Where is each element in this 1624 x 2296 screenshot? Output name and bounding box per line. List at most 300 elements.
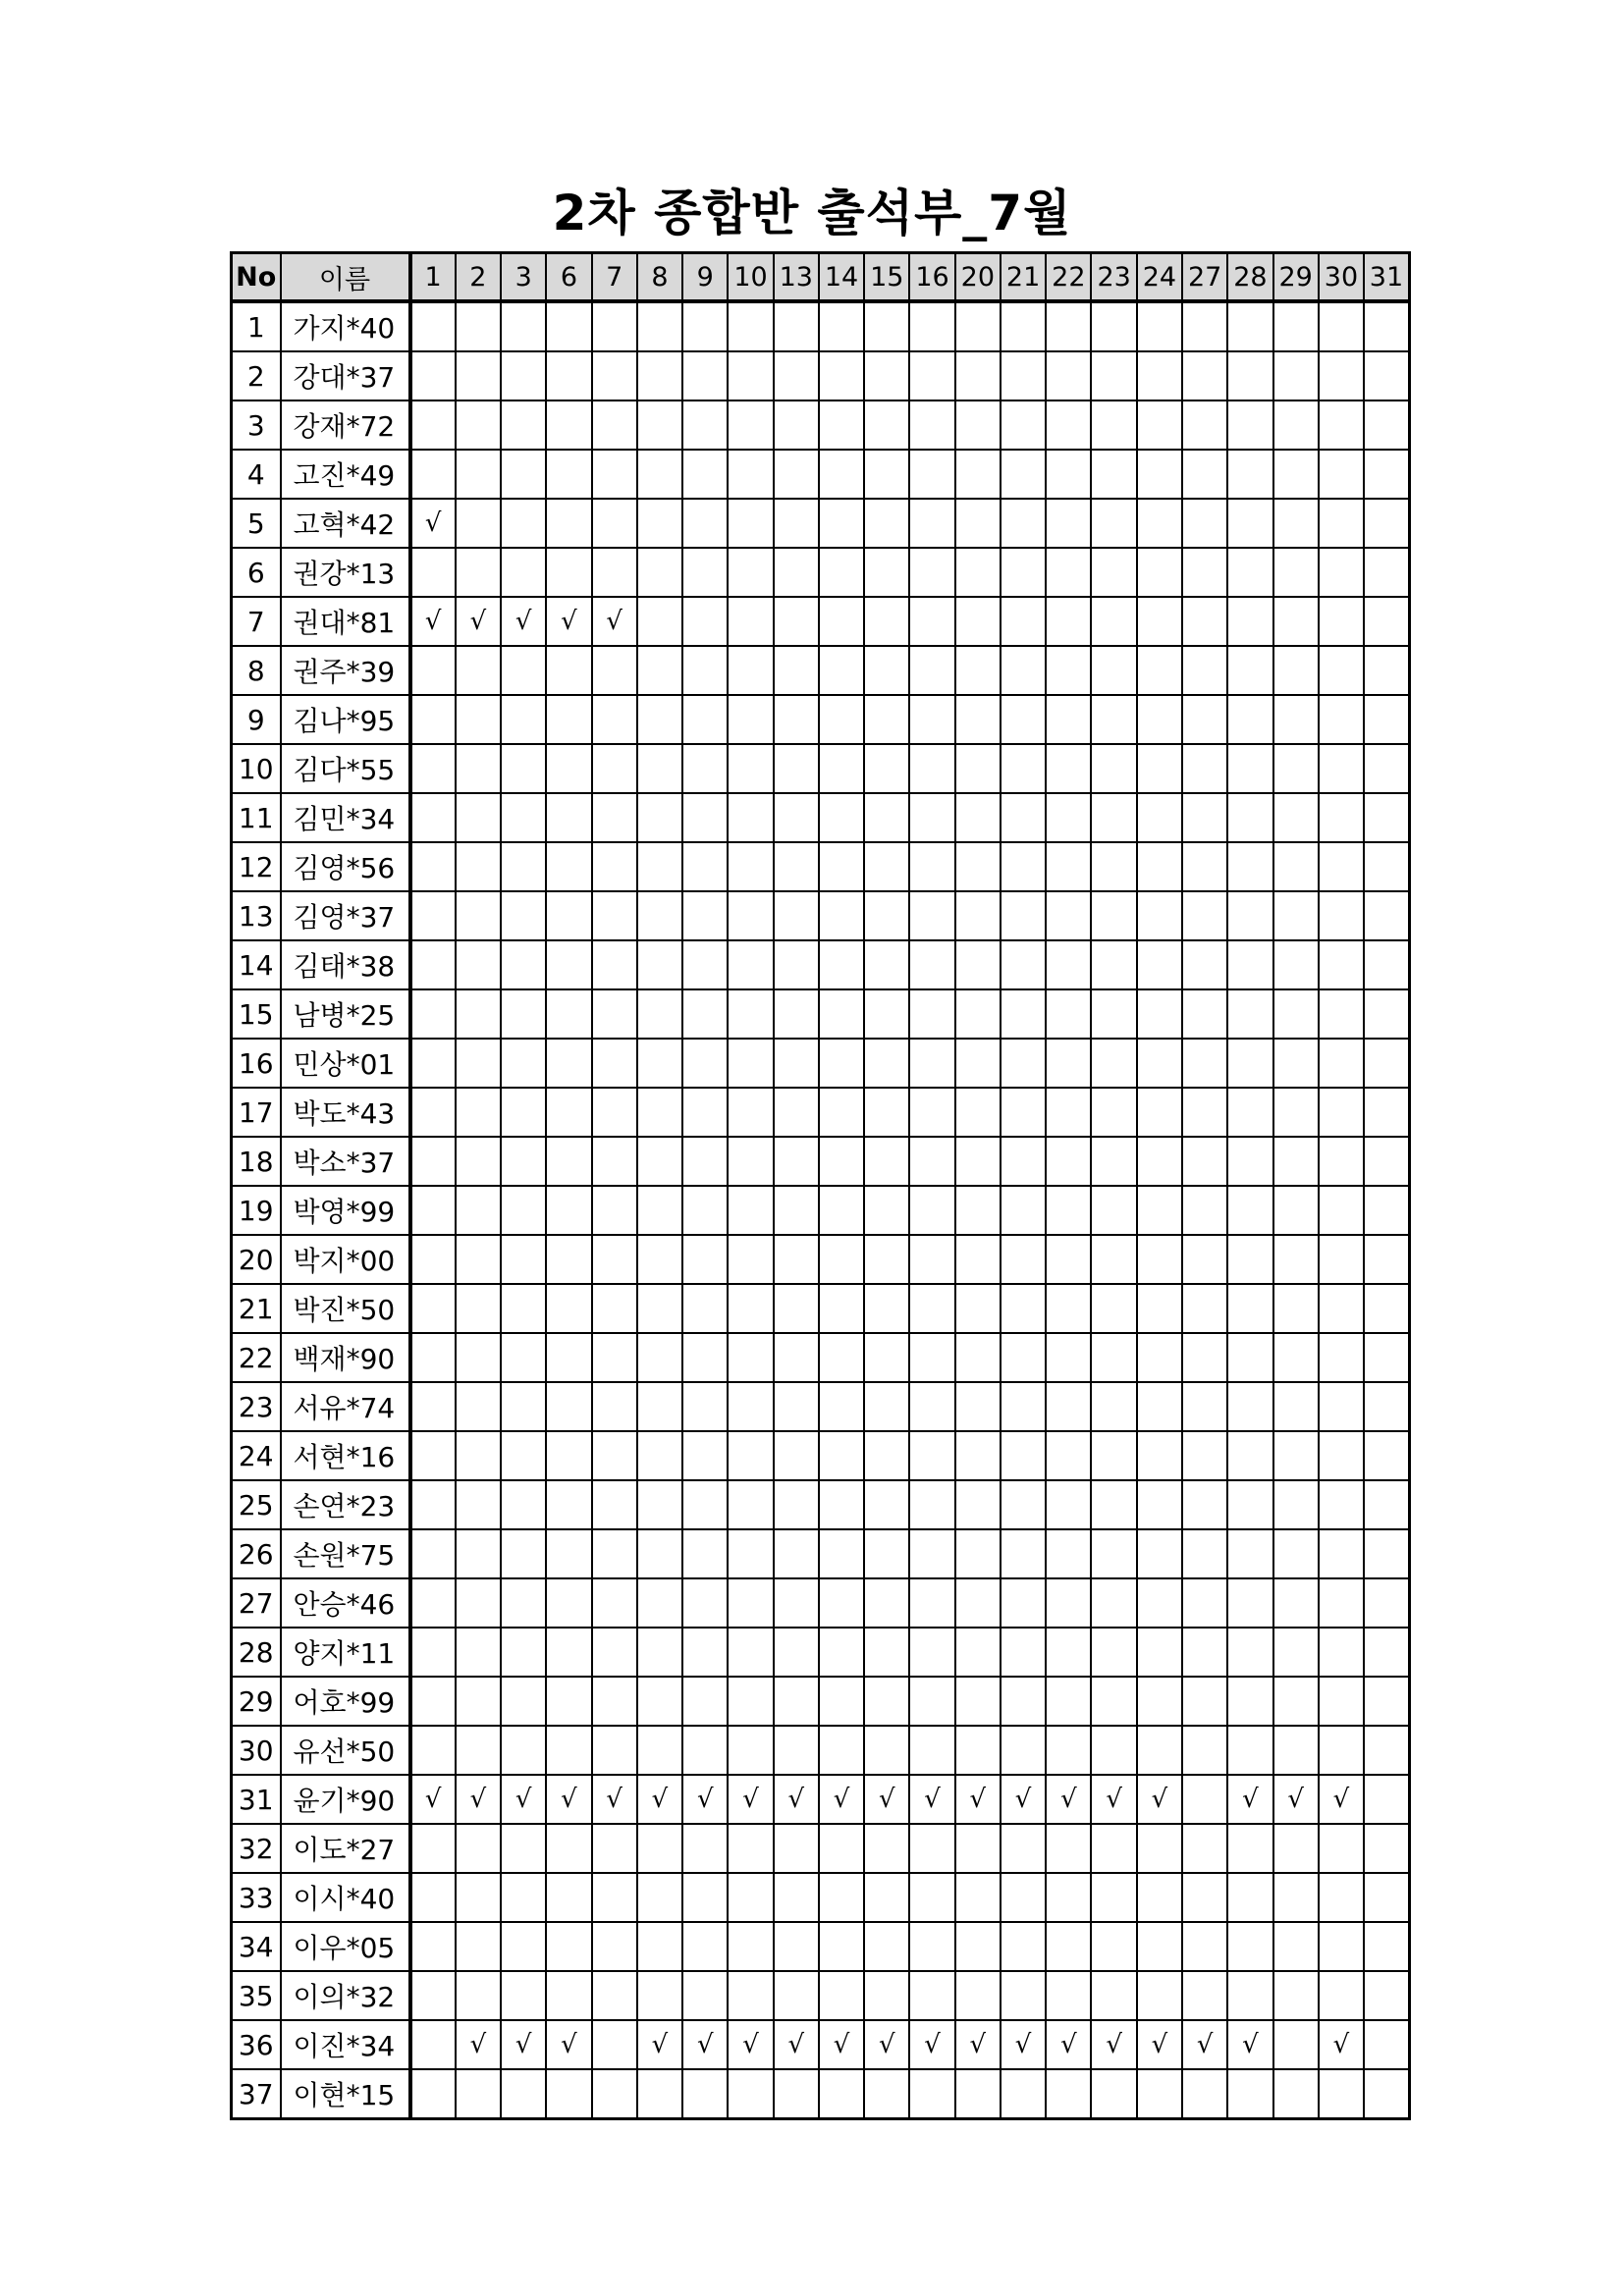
attendance-cell — [909, 1824, 954, 1873]
table-row — [232, 1775, 1410, 1824]
attendance-cell — [1319, 1284, 1364, 1333]
attendance-cell — [410, 548, 456, 597]
attendance-cell — [1273, 2020, 1319, 2069]
row-number: 17 — [232, 1088, 281, 1137]
attendance-cell — [1364, 1775, 1409, 1824]
attendance-cell — [1227, 695, 1272, 744]
student-name: 강대*37 — [281, 351, 410, 400]
attendance-cell — [546, 891, 591, 940]
attendance-cell — [909, 1382, 954, 1431]
attendance-check: √ — [637, 2020, 682, 2069]
attendance-cell — [1364, 695, 1409, 744]
attendance-cell — [955, 793, 1001, 842]
table-row — [232, 1431, 1410, 1480]
attendance-cell — [1091, 891, 1136, 940]
attendance-cell — [909, 548, 954, 597]
attendance-cell — [456, 1186, 501, 1235]
student-name: 김태*38 — [281, 940, 410, 989]
attendance-cell — [774, 1578, 819, 1628]
attendance-cell — [955, 1480, 1001, 1529]
attendance-cell — [1273, 1726, 1319, 1775]
attendance-cell — [1091, 548, 1136, 597]
attendance-cell — [1137, 499, 1182, 548]
attendance-cell — [682, 1235, 728, 1284]
attendance-cell — [637, 744, 682, 793]
attendance-cell — [864, 1235, 909, 1284]
attendance-cell — [909, 1529, 954, 1578]
attendance-cell — [637, 2069, 682, 2119]
attendance-cell — [909, 744, 954, 793]
attendance-cell — [728, 842, 773, 891]
attendance-cell — [819, 1971, 864, 2020]
attendance-check: √ — [410, 597, 456, 646]
attendance-cell — [592, 1137, 637, 1186]
attendance-cell — [682, 1971, 728, 2020]
row-number: 18 — [232, 1137, 281, 1186]
attendance-cell — [1046, 1235, 1091, 1284]
attendance-check: √ — [909, 1775, 954, 1824]
student-name: 손원*75 — [281, 1529, 410, 1578]
attendance-cell — [592, 450, 637, 499]
attendance-cell — [955, 1873, 1001, 1922]
attendance-check: √ — [1182, 2020, 1227, 2069]
attendance-cell — [1137, 1088, 1182, 1137]
attendance-cell — [592, 1284, 637, 1333]
attendance-cell — [1137, 1578, 1182, 1628]
attendance-cell — [456, 1578, 501, 1628]
attendance-cell — [682, 1578, 728, 1628]
student-name: 어호*99 — [281, 1677, 410, 1726]
attendance-cell — [819, 646, 864, 695]
attendance-cell — [864, 1284, 909, 1333]
header-day: 16 — [909, 253, 954, 302]
attendance-cell — [1273, 1431, 1319, 1480]
attendance-cell — [864, 1333, 909, 1382]
row-number: 5 — [232, 499, 281, 548]
attendance-cell — [774, 891, 819, 940]
attendance-cell — [501, 351, 546, 400]
header-day: 29 — [1273, 253, 1319, 302]
attendance-cell — [909, 1333, 954, 1382]
attendance-cell — [456, 499, 501, 548]
attendance-cell — [1319, 891, 1364, 940]
attendance-cell — [1001, 1726, 1046, 1775]
attendance-cell — [909, 351, 954, 400]
attendance-cell — [592, 989, 637, 1039]
attendance-cell — [955, 1971, 1001, 2020]
attendance-cell — [819, 2069, 864, 2119]
header-day: 22 — [1046, 253, 1091, 302]
attendance-cell — [955, 1431, 1001, 1480]
header-day: 28 — [1227, 253, 1272, 302]
attendance-cell — [592, 1333, 637, 1382]
attendance-cell — [456, 548, 501, 597]
attendance-cell — [1046, 1726, 1091, 1775]
attendance-cell — [1091, 1088, 1136, 1137]
attendance-cell — [864, 1726, 909, 1775]
attendance-cell — [1137, 1137, 1182, 1186]
attendance-cell — [456, 1922, 501, 1971]
attendance-cell — [592, 548, 637, 597]
attendance-cell — [1364, 940, 1409, 989]
attendance-cell — [546, 646, 591, 695]
attendance-cell — [592, 499, 637, 548]
attendance-cell — [546, 1578, 591, 1628]
attendance-cell — [909, 989, 954, 1039]
attendance-cell — [819, 695, 864, 744]
attendance-table-header — [232, 253, 1410, 302]
attendance-cell — [501, 1529, 546, 1578]
attendance-check: √ — [1273, 1775, 1319, 1824]
attendance-cell — [864, 940, 909, 989]
attendance-cell — [819, 1186, 864, 1235]
attendance-cell — [1227, 1628, 1272, 1677]
attendance-cell — [682, 1873, 728, 1922]
attendance-cell — [410, 1529, 456, 1578]
attendance-cell — [728, 1628, 773, 1677]
attendance-cell — [819, 793, 864, 842]
attendance-cell — [682, 695, 728, 744]
attendance-cell — [410, 450, 456, 499]
attendance-cell — [546, 548, 591, 597]
attendance-cell — [1364, 1137, 1409, 1186]
attendance-cell — [1182, 1824, 1227, 1873]
attendance-cell — [1091, 1873, 1136, 1922]
attendance-cell — [1137, 450, 1182, 499]
attendance-cell — [1227, 989, 1272, 1039]
attendance-cell — [1001, 301, 1046, 351]
table-row — [232, 1726, 1410, 1775]
attendance-cell — [456, 1677, 501, 1726]
attendance-cell — [1137, 2069, 1182, 2119]
table-row — [232, 2069, 1410, 2119]
attendance-cell — [1001, 1137, 1046, 1186]
attendance-check: √ — [682, 2020, 728, 2069]
attendance-cell — [1001, 1480, 1046, 1529]
attendance-check: √ — [728, 1775, 773, 1824]
attendance-cell — [1046, 1824, 1091, 1873]
attendance-cell — [1091, 450, 1136, 499]
attendance-cell — [1001, 989, 1046, 1039]
attendance-cell — [1273, 1235, 1319, 1284]
attendance-cell — [774, 842, 819, 891]
header-day: 13 — [774, 253, 819, 302]
attendance-cell — [410, 891, 456, 940]
attendance-cell — [1273, 2069, 1319, 2119]
attendance-cell — [1364, 744, 1409, 793]
attendance-cell — [864, 793, 909, 842]
attendance-cell — [546, 1137, 591, 1186]
header-day: 21 — [1001, 253, 1046, 302]
attendance-cell — [728, 1284, 773, 1333]
table-row — [232, 940, 1410, 989]
attendance-cell — [955, 1529, 1001, 1578]
attendance-cell — [819, 1235, 864, 1284]
attendance-cell — [774, 1235, 819, 1284]
attendance-cell — [1137, 1726, 1182, 1775]
attendance-cell — [637, 1284, 682, 1333]
attendance-cell — [909, 1480, 954, 1529]
attendance-cell — [774, 1628, 819, 1677]
attendance-cell — [410, 2069, 456, 2119]
attendance-cell — [819, 744, 864, 793]
attendance-cell — [909, 597, 954, 646]
attendance-cell — [774, 499, 819, 548]
attendance-cell — [1319, 499, 1364, 548]
attendance-cell — [1137, 646, 1182, 695]
attendance-cell — [1091, 1677, 1136, 1726]
attendance-cell — [1046, 1431, 1091, 1480]
attendance-check: √ — [501, 1775, 546, 1824]
attendance-cell — [1182, 842, 1227, 891]
attendance-cell — [864, 1382, 909, 1431]
attendance-cell — [592, 1677, 637, 1726]
attendance-check: √ — [682, 1775, 728, 1824]
attendance-check: √ — [955, 1775, 1001, 1824]
attendance-cell — [864, 301, 909, 351]
attendance-cell — [1364, 1333, 1409, 1382]
attendance-cell — [546, 1824, 591, 1873]
attendance-cell — [1091, 744, 1136, 793]
header-day: 23 — [1091, 253, 1136, 302]
attendance-cell — [864, 1480, 909, 1529]
attendance-cell — [456, 1382, 501, 1431]
attendance-cell — [682, 1677, 728, 1726]
attendance-cell — [682, 2069, 728, 2119]
attendance-cell — [864, 695, 909, 744]
attendance-cell — [1364, 1382, 1409, 1431]
attendance-check: √ — [546, 1775, 591, 1824]
attendance-cell — [955, 1922, 1001, 1971]
student-name: 이도*27 — [281, 1824, 410, 1873]
attendance-cell — [637, 1186, 682, 1235]
row-number: 28 — [232, 1628, 281, 1677]
attendance-cell — [1319, 940, 1364, 989]
attendance-cell — [1182, 646, 1227, 695]
header-day: 30 — [1319, 253, 1364, 302]
attendance-cell — [1364, 1186, 1409, 1235]
attendance-cell — [1319, 1431, 1364, 1480]
attendance-cell — [1001, 1382, 1046, 1431]
attendance-check: √ — [1001, 2020, 1046, 2069]
attendance-cell — [1091, 1578, 1136, 1628]
attendance-check: √ — [1137, 1775, 1182, 1824]
attendance-check: √ — [456, 1775, 501, 1824]
attendance-cell — [864, 1186, 909, 1235]
header-day: 8 — [637, 253, 682, 302]
row-number: 25 — [232, 1480, 281, 1529]
attendance-cell — [1182, 1333, 1227, 1382]
attendance-cell — [637, 1088, 682, 1137]
attendance-cell — [1319, 1578, 1364, 1628]
attendance-cell — [909, 1088, 954, 1137]
attendance-cell — [1319, 1235, 1364, 1284]
attendance-cell — [546, 940, 591, 989]
attendance-cell — [682, 499, 728, 548]
attendance-cell — [1091, 351, 1136, 400]
attendance-cell — [1137, 1628, 1182, 1677]
attendance-check: √ — [546, 597, 591, 646]
student-name: 백재*90 — [281, 1333, 410, 1382]
attendance-cell — [864, 989, 909, 1039]
student-name: 윤기*90 — [281, 1775, 410, 1824]
attendance-cell — [592, 1235, 637, 1284]
attendance-cell — [1182, 1529, 1227, 1578]
table-row — [232, 695, 1410, 744]
attendance-cell — [1001, 351, 1046, 400]
attendance-cell — [955, 646, 1001, 695]
attendance-cell — [1227, 1235, 1272, 1284]
attendance-cell — [410, 646, 456, 695]
attendance-cell — [1273, 646, 1319, 695]
attendance-cell — [1046, 744, 1091, 793]
table-row — [232, 891, 1410, 940]
student-name: 권주*39 — [281, 646, 410, 695]
attendance-cell — [955, 891, 1001, 940]
attendance-cell — [1001, 1088, 1046, 1137]
attendance-cell — [546, 1431, 591, 1480]
attendance-cell — [1227, 1137, 1272, 1186]
student-name: 양지*11 — [281, 1628, 410, 1677]
attendance-cell — [501, 1824, 546, 1873]
attendance-cell — [546, 1088, 591, 1137]
attendance-cell — [1046, 2069, 1091, 2119]
attendance-cell — [1227, 400, 1272, 450]
attendance-cell — [410, 989, 456, 1039]
student-name: 권강*13 — [281, 548, 410, 597]
attendance-cell — [1091, 1039, 1136, 1088]
attendance-cell — [1319, 548, 1364, 597]
student-name: 강재*72 — [281, 400, 410, 450]
attendance-cell — [774, 695, 819, 744]
student-name: 김나*95 — [281, 695, 410, 744]
attendance-cell — [1091, 301, 1136, 351]
attendance-cell — [774, 1137, 819, 1186]
attendance-cell — [682, 793, 728, 842]
attendance-cell — [1046, 891, 1091, 940]
header-day: 9 — [682, 253, 728, 302]
attendance-cell — [592, 2020, 637, 2069]
attendance-cell — [728, 1186, 773, 1235]
header-day: 3 — [501, 253, 546, 302]
attendance-cell — [410, 1873, 456, 1922]
attendance-cell — [410, 1186, 456, 1235]
attendance-cell — [1001, 1873, 1046, 1922]
attendance-cell — [774, 989, 819, 1039]
attendance-cell — [410, 1284, 456, 1333]
attendance-cell — [1364, 1677, 1409, 1726]
attendance-cell — [909, 1971, 954, 2020]
attendance-cell — [410, 400, 456, 450]
attendance-cell — [546, 1726, 591, 1775]
attendance-cell — [1364, 548, 1409, 597]
attendance-cell — [682, 891, 728, 940]
attendance-cell — [774, 1382, 819, 1431]
attendance-cell — [1137, 1235, 1182, 1284]
attendance-cell — [1182, 351, 1227, 400]
attendance-cell — [819, 1628, 864, 1677]
attendance-check: √ — [501, 597, 546, 646]
attendance-cell — [1364, 793, 1409, 842]
attendance-cell — [1273, 597, 1319, 646]
attendance-table-body — [232, 301, 1410, 2119]
table-row — [232, 1971, 1410, 2020]
table-row — [232, 450, 1410, 499]
attendance-cell — [864, 1137, 909, 1186]
attendance-cell — [1137, 301, 1182, 351]
attendance-cell — [1182, 744, 1227, 793]
attendance-cell — [728, 1333, 773, 1382]
attendance-cell — [1273, 1039, 1319, 1088]
attendance-cell — [637, 301, 682, 351]
attendance-cell — [456, 842, 501, 891]
attendance-cell — [864, 450, 909, 499]
table-row — [232, 2020, 1410, 2069]
attendance-cell — [819, 1578, 864, 1628]
attendance-cell — [819, 1039, 864, 1088]
attendance-check: √ — [864, 1775, 909, 1824]
attendance-cell — [1091, 940, 1136, 989]
row-number: 14 — [232, 940, 281, 989]
attendance-cell — [955, 450, 1001, 499]
attendance-check: √ — [1091, 2020, 1136, 2069]
attendance-cell — [1364, 1873, 1409, 1922]
attendance-cell — [1001, 548, 1046, 597]
attendance-cell — [1046, 1578, 1091, 1628]
attendance-cell — [909, 940, 954, 989]
attendance-cell — [592, 1578, 637, 1628]
attendance-cell — [637, 1529, 682, 1578]
attendance-cell — [501, 499, 546, 548]
attendance-cell — [1137, 1824, 1182, 1873]
attendance-cell — [456, 301, 501, 351]
table-row — [232, 499, 1410, 548]
attendance-cell — [1046, 1088, 1091, 1137]
attendance-cell — [456, 1873, 501, 1922]
attendance-cell — [1001, 1284, 1046, 1333]
attendance-check: √ — [456, 597, 501, 646]
attendance-cell — [456, 1824, 501, 1873]
attendance-cell — [682, 548, 728, 597]
attendance-cell — [546, 1284, 591, 1333]
attendance-cell — [637, 1824, 682, 1873]
attendance-cell — [682, 597, 728, 646]
attendance-cell — [1273, 301, 1319, 351]
attendance-cell — [909, 1922, 954, 1971]
attendance-cell — [864, 400, 909, 450]
attendance-cell — [1182, 548, 1227, 597]
attendance-cell — [410, 1382, 456, 1431]
table-row — [232, 1873, 1410, 1922]
attendance-cell — [1182, 695, 1227, 744]
table-row — [232, 1088, 1410, 1137]
attendance-cell — [501, 1284, 546, 1333]
attendance-cell — [682, 1333, 728, 1382]
attendance-cell — [819, 1284, 864, 1333]
attendance-cell — [728, 1382, 773, 1431]
attendance-cell — [501, 1333, 546, 1382]
attendance-cell — [909, 2069, 954, 2119]
attendance-cell — [546, 1382, 591, 1431]
row-number: 15 — [232, 989, 281, 1039]
attendance-cell — [864, 1677, 909, 1726]
attendance-cell — [410, 695, 456, 744]
row-number: 6 — [232, 548, 281, 597]
attendance-cell — [1273, 842, 1319, 891]
attendance-cell — [546, 499, 591, 548]
attendance-cell — [774, 597, 819, 646]
header-day: 10 — [728, 253, 773, 302]
